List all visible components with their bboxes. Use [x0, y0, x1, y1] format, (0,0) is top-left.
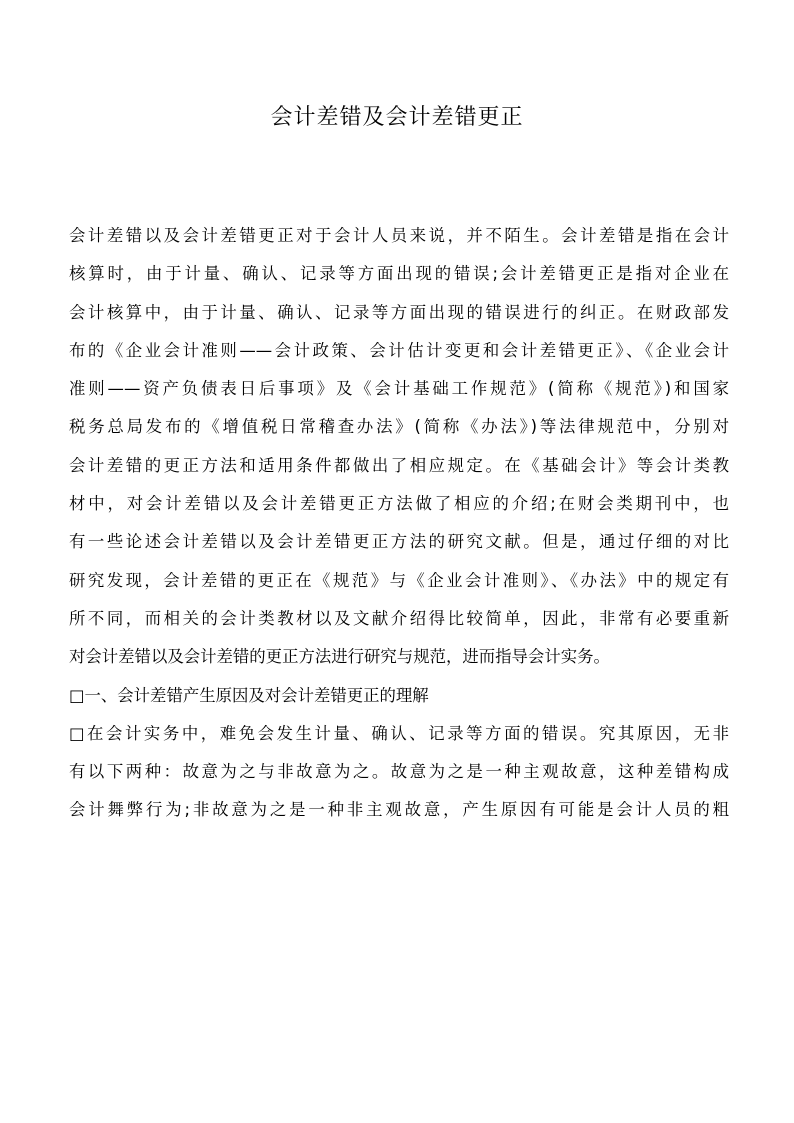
document-title: 会计差错及会计差错更正: [270, 105, 524, 130]
body-line: 布的《企业会计准则——会计政策、会计估计变更和会计差错更正》、《企业会计: [69, 340, 729, 360]
body-line: 税务总局发布的《增值税日常稽查办法》(简称《办法》)等法律规范中，分别对: [69, 417, 729, 437]
body-line-paragraph-end: 对会计差错以及会计差错的更正方法进行研究与规范，进而指导会计实务。: [69, 647, 610, 667]
document-body: [69, 217, 729, 830]
body-line: 准则——资产负债表日后事项》及《会计基础工作规范》(简称《规范》)和国家: [69, 379, 729, 399]
body-line: 会计核算中，由于计量、确认、记录等方面出现的错误进行的纠正。在财政部发: [69, 302, 729, 322]
body-line: 会计舞弊行为;非故意为之是一种非主观故意，产生原因有可能是会计人员的粗: [69, 800, 729, 820]
body-line: 有一些论述会计差错以及会计差错更正方法的研究文献。但是，通过仔细的对比: [69, 532, 729, 552]
body-line: 会计差错的更正方法和适用条件都做出了相应规定。在《基础会计》等会计类教: [69, 455, 729, 475]
body-line: 会计差错以及会计差错更正对于会计人员来说，并不陌生。会计差错是指在会计: [69, 226, 729, 245]
body-line: 有以下两种：故意为之与非故意为之。故意为之是一种主观故意，这种差错构成: [69, 762, 729, 782]
section-heading: □一、会计差错产生原因及对会计差错更正的理解: [69, 685, 429, 705]
body-line: 所不同，而相关的会计类教材以及文献介绍得比较简单，因此，非常有必要重新: [69, 608, 729, 628]
body-line: 研究发现，会计差错的更正在《规范》与《企业会计准则》、《办法》中的规定有: [69, 570, 729, 590]
body-line: 材中，对会计差错以及会计差错更正方法做了相应的介绍;在财会类期刊中，也: [69, 494, 729, 514]
body-line: □在会计实务中，难免会发生计量、确认、记录等方面的错误。究其原因，无非: [69, 723, 729, 743]
body-line: 核算时，由于计量、确认、记录等方面出现的错误;会计差错更正是指对企业在: [69, 264, 729, 284]
